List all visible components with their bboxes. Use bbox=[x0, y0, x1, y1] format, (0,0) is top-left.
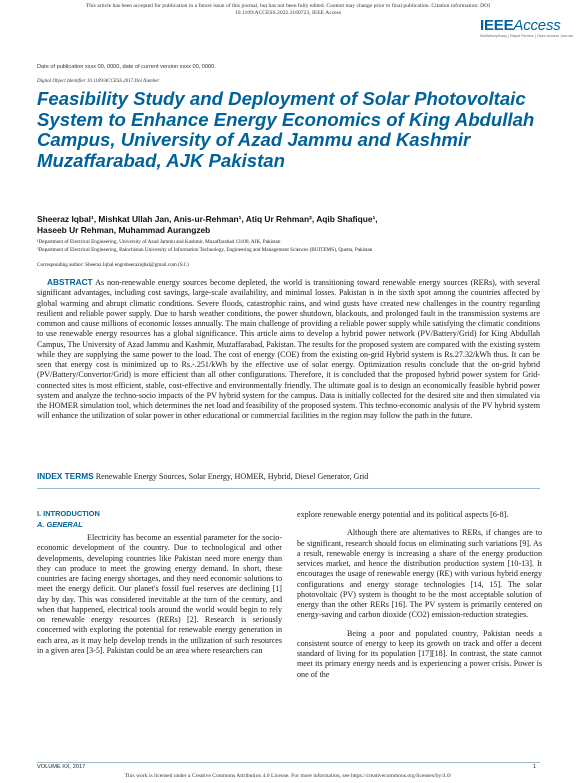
logo-ieee-text: IEEE bbox=[480, 17, 514, 34]
paragraph: Although there are alternatives to RERs, if changes are to be significant, research should focus on eliminating such variations [9]. As a result, renewable energy is increasing a share of the energy production services market, and hence the distribution production system [10-13]. It encourages the usage of renewable energy (RE) with various hybrid energy configurations and energy storage technologies [14, 15]. The solar photovoltaic (PV) system is thought to be the most acceptable solution of energy than the other RERs [16]. The PV system is primarily centered on energy-saving and carbon dioxide (CO2) emission-reduction strategies. bbox=[297, 528, 542, 620]
abstract-heading: ABSTRACT bbox=[47, 277, 93, 287]
doi-line: Digital Object Identifier 10.1109/ACCESS.2017.Doi Number bbox=[37, 79, 160, 84]
logo-tagline: Multidisciplinary | Rapid Review | Open Access Journal bbox=[480, 34, 573, 38]
footer-divider bbox=[37, 762, 540, 763]
ieee-access-logo bbox=[480, 17, 573, 38]
publication-date: Date of publication xxxx 00, 0000, date of current version xxxx 00, 0000. bbox=[37, 64, 216, 70]
author-line-2: Haseeb Ur Rehman, Muhammad Aurangzeb bbox=[37, 225, 211, 235]
index-terms bbox=[37, 471, 540, 482]
corresponding-author: Corresponding author: Sheeraz Iqbal engrsheeraziqbal@gmail.com (S.I.) bbox=[37, 262, 189, 268]
index-terms-heading: INDEX TERMS bbox=[37, 471, 94, 481]
right-column bbox=[297, 510, 542, 680]
affiliation-1: ¹Department of Electrical Engineering, University of Azad Jammu and Kashmir, Muzaffarabad 13100, AJK, Pakistan bbox=[37, 239, 281, 245]
volume-label: VOLUME XX, 2017 bbox=[37, 764, 86, 770]
author-list bbox=[37, 214, 537, 236]
license-notice: This work is licensed under a Creative Commons Attribution 4.0 License. For more information, see https://creativecommons.org/licenses/by/4.0/ bbox=[124, 773, 452, 779]
affiliation-2: ²Department of Electrical Engineering, Balochistan University of Information Technology, Engineering and Management Sciences (BUITEMS), Quetta, Pakistan bbox=[37, 247, 373, 253]
paper-title: Feasibility Study and Deployment of Solar Photovoltaic System to Enhance Energy Economics of King Abdullah Campus, University of Azad Jammu and Kashmir Muzaffarabad, AJK Pakistan bbox=[37, 88, 535, 171]
paragraph: Being a poor and populated country, Pakistan needs a consistent source of energy to keep its growth on track and offer a decent standard of living for its population [17][18]. In contrast, the state cannot meet its primary energy needs and is experiencing a power crisis. Power is one of the bbox=[297, 628, 542, 679]
logo-access-text: Access bbox=[513, 17, 561, 34]
section-heading: I. INTRODUCTION bbox=[37, 509, 100, 518]
page-number: 1 bbox=[533, 764, 537, 770]
acceptance-notice bbox=[0, 3, 576, 17]
logo-wordmark bbox=[480, 18, 564, 34]
subsection-heading: A. GENERAL bbox=[37, 520, 83, 529]
paragraph: explore renewable energy potential and its political aspects [6-8]. bbox=[297, 510, 509, 519]
author-line-1: Sheeraz Iqbal¹, Mishkat Ullah Jan, Anis-ur-Rehman¹, Atiq Ur Rehman², Aqib Shafique¹, bbox=[37, 214, 378, 224]
paragraph: Electricity has become an essential parameter for the socio-economic development of the country. Due to technological and other developments, developing countries like Pakistan need more energy than they can produce to meet the growing energy demand. In short, these countries are facing energy shortages, and they need economic solutions to meet the energy deficit. Our planet's fossil fuel reserves are declining [1] day by day. This was considered inevitable at the turn of the century, and when that happened, electrical tools around the world would begin to rely on renewable energy resources (RERs) [2]. Research is seriously concerned with exploring the potential for renewable energy generation in each area, as it may help develop trends in the utilization of such resources in a given area [3-5]. Pakistan could be an area where researchers can bbox=[37, 533, 282, 655]
index-terms-text: Renewable Energy Sources, Solar Energy, HOMER, Hybrid, Diesel Generator, Grid bbox=[95, 472, 369, 481]
acceptance-notice-line1: This article has been accepted for publication in a future issue of this journal, but has not been fully edited. Content may change prior to final publication. Citation information: DOI bbox=[85, 3, 491, 9]
abstract-text: As non-renewable energy sources become depleted, the world is transitioning toward renewable energy sources (RERs), with several significant advantages, including cost savings, large-scale availability, and minimal losses. Pakistan is in the sixth spot among the countries affected by global warming and abrupt climatic conditions. Severe floods, catastrophic rains, and wind gusts have created new challenges in the country regarding resilient and reliable power supply. Due to harsh weather conditions, the power shutdown, blackouts, and prolonged fault in the transmission systems are common and cause millions of economic losses annually. The main challenge of providing a reliable power supply while satisfying the climatic conditions to use renewable energy resources has a global significance. This article aims to develop a hybrid power network (PV/Battery/Grid) for King Abdullah Campus, The University of Azad Jammu and Kashmir, Muzaffarabad, Pakistan. The results for the proposed system are compared with the existing system while they are supplying the same power to the load. The cost of energy (COE) from the existing on-grid Hybrid system is Rs.27.32/kWh thus. It can be seen that energy cost is minimized up to Rs.-.251/kWh by the effective use of solar energy. Optimization results conclude that the on-grid hybrid (PV/Battery/Convertor/Grid) is more efficient than all other configurations. Therefore, it is concluded that the proposed hybrid power system for Grid-connected sites is most efficient, stable, cost-effective and environmentally friendly. The ultimate goal is to design an economically feasible hybrid power system and analyze the techno-socio impacts of the PV hybrid system for the campus. Data is initially collected for the desired site and then simulated via the HOMER simulation tool, which determines the net load and feasibility of the proposed system. This techno-economic analysis of the PV hybrid system will enhance the utilization of solar power in other educational or commercial facilities in the region may follow the path in the future. bbox=[37, 278, 540, 421]
abstract bbox=[37, 277, 540, 422]
acceptance-notice-line2: 10.1109/ACCESS.2022.3160723, IEEE Access bbox=[234, 10, 342, 17]
left-column bbox=[37, 509, 282, 656]
section-divider bbox=[37, 488, 540, 489]
